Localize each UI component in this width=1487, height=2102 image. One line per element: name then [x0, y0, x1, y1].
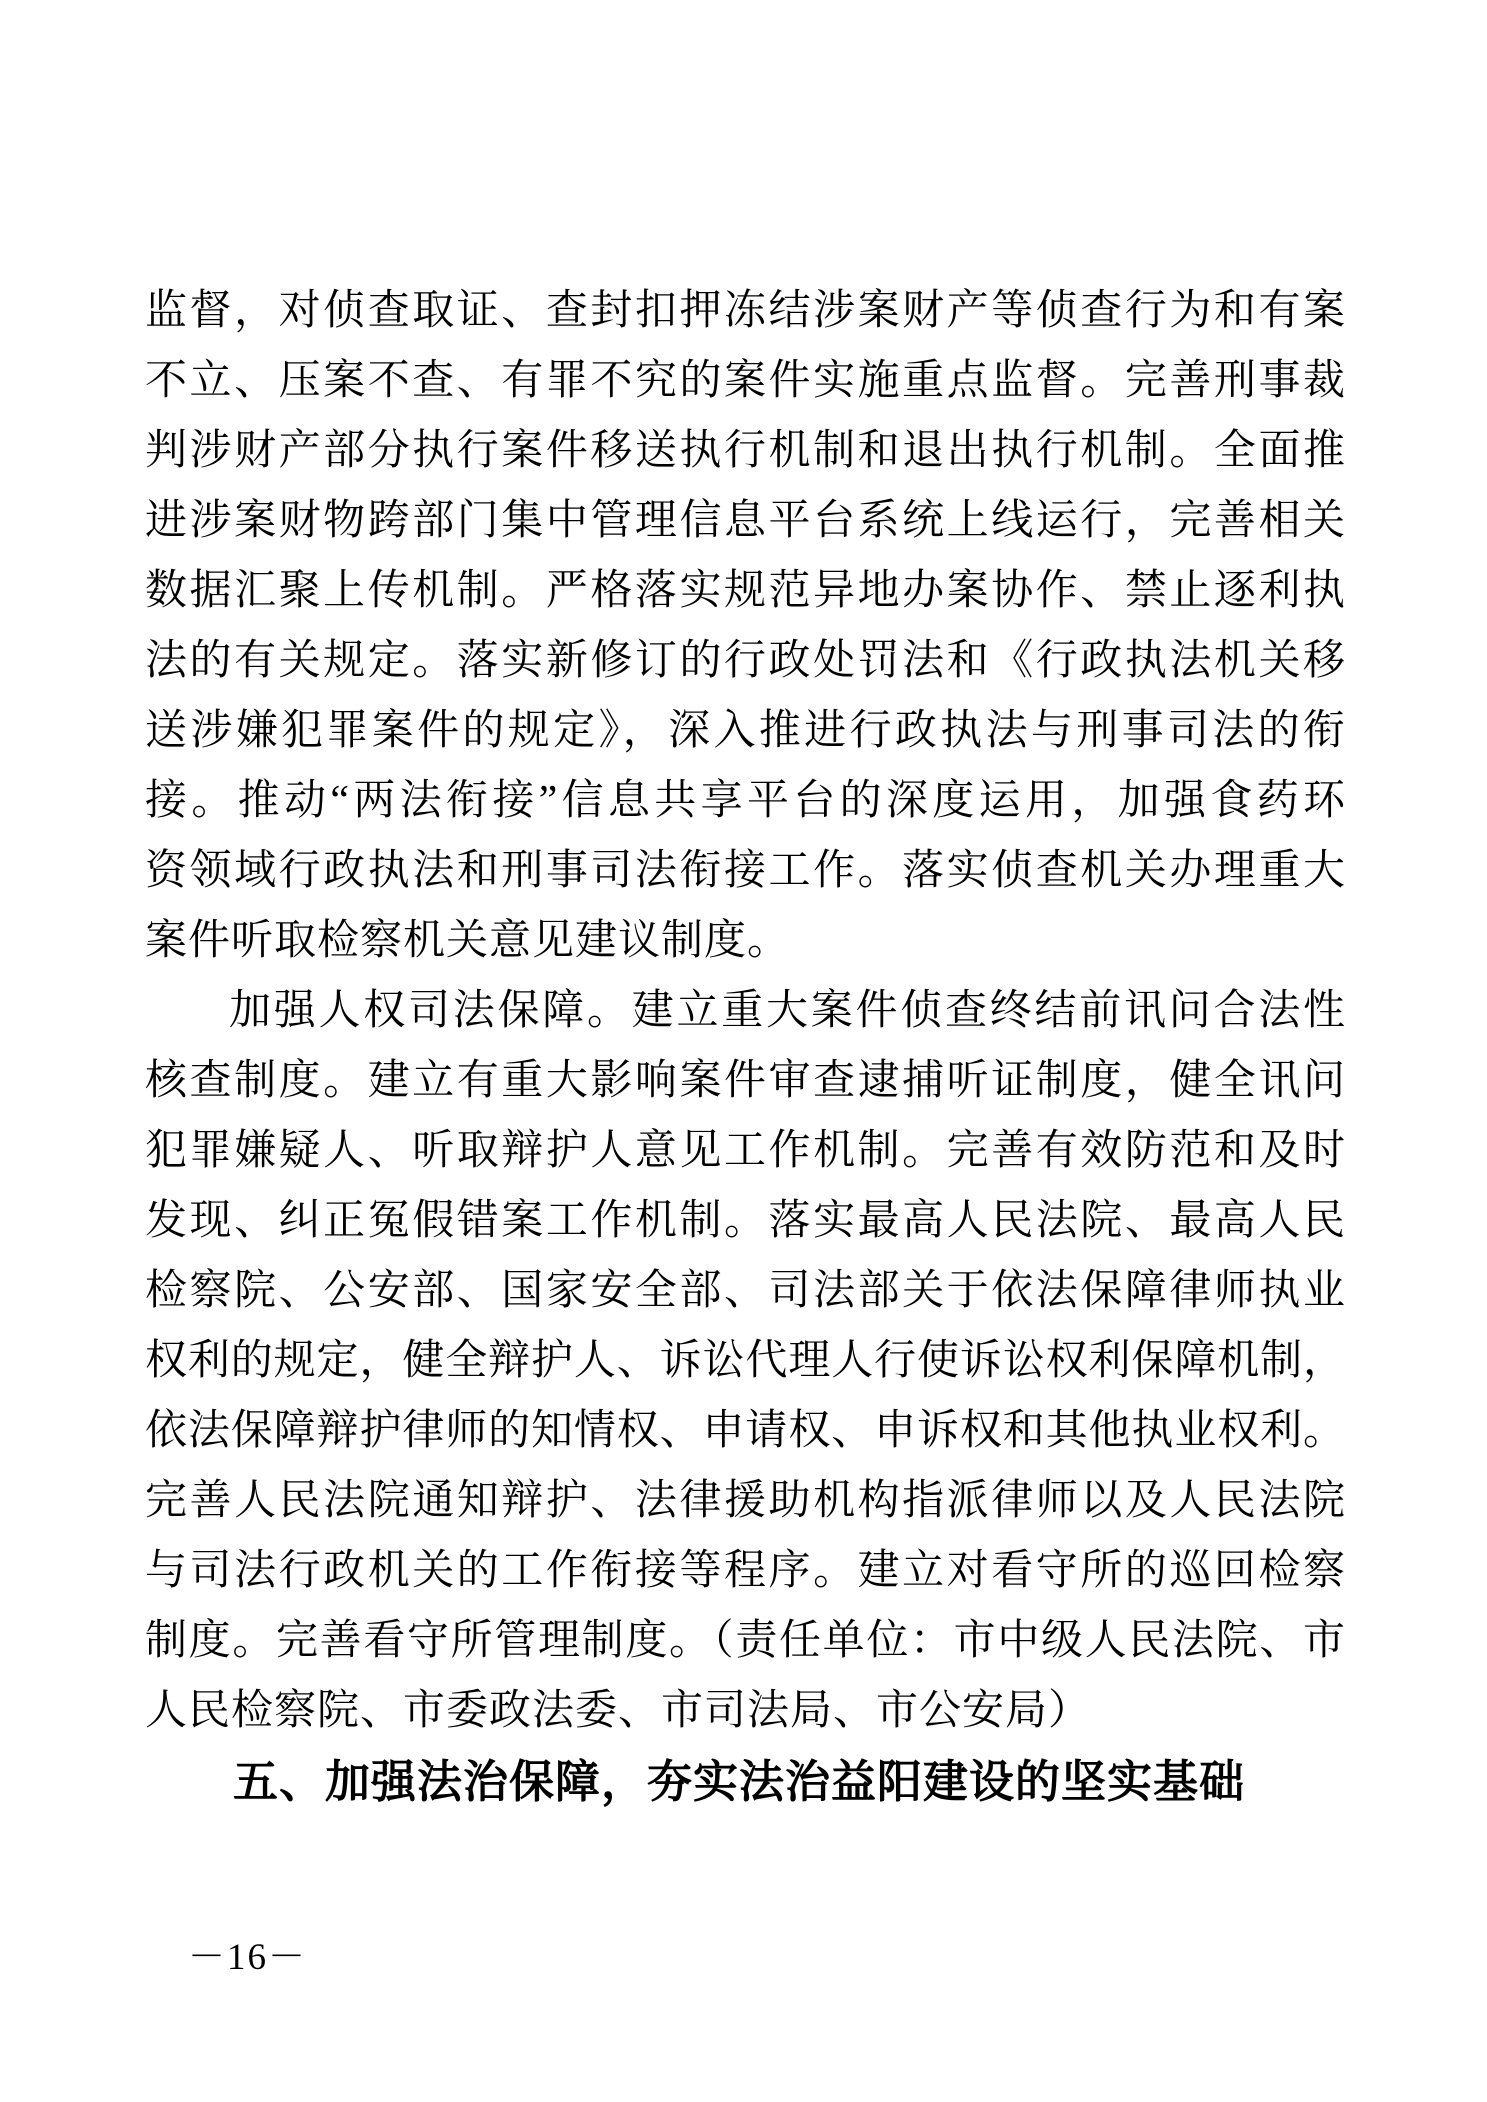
document-line: 与司法行政机关的工作衔接等程序。建立对看守所的巡回检察: [145, 1548, 1345, 1594]
document-line: 发现、纠正冤假错案工作机制。落实最高人民法院、最高人民: [145, 1198, 1345, 1244]
document-line: 案件听取检察机关意见建议制度。: [145, 918, 791, 964]
document-line: 犯罪嫌疑人、听取辩护人意见工作机制。完善有效防范和及时: [145, 1128, 1345, 1174]
document-line: 数据汇聚上传机制。严格落实规范异地办案协作、禁止逐利执: [145, 568, 1345, 614]
document-line: 法的有关规定。落实新修订的行政处罚法和《行政执法机关移: [145, 638, 1345, 684]
section-heading: 五、加强法治保障，夯实法治益阳建设的坚实基础: [233, 1756, 1246, 1807]
document-line: 加强人权司法保障。建立重大案件侦查终结前讯问合法性: [229, 988, 1345, 1034]
document-line: 接。推动“两法衔接”信息共享平台的深度运用，加强食药环: [145, 778, 1345, 824]
paragraphs-container: [145, 276, 1345, 1746]
document-line: 制度。完善看守所管理制度。（责任单位：市中级人民法院、市: [145, 1618, 1345, 1664]
document-line: 权利的规定，健全辩护人、诉讼代理人行使诉讼权利保障机制，: [145, 1338, 1345, 1384]
document-line: 不立、压案不查、有罪不究的案件实施重点监督。完善刑事裁: [145, 358, 1345, 404]
document-line: 依法保障辩护律师的知情权、申请权、申诉权和其他执业权利。: [145, 1408, 1345, 1454]
document-line: 资领域行政执法和刑事司法衔接工作。落实侦查机关办理重大: [145, 848, 1345, 894]
document-line: 判涉财产部分执行案件移送执行机制和退出执行机制。全面推: [145, 428, 1345, 474]
document-line: 监督，对侦查取证、查封扣押冻结涉案财产等侦查行为和有案: [145, 288, 1345, 334]
page-number: －16－: [188, 1937, 307, 1978]
document-line: 核查制度。建立有重大影响案件审查逮捕听证制度，健全讯问: [145, 1058, 1345, 1104]
document-line: 进涉案财物跨部门集中管理信息平台系统上线运行，完善相关: [145, 498, 1345, 544]
document-line: 送涉嫌犯罪案件的规定》，深入推进行政执法与刑事司法的衔: [145, 708, 1345, 754]
document-line: 完善人民法院通知辩护、法律援助机构指派律师以及人民法院: [145, 1478, 1345, 1524]
document-line: 人民检察院、市委政法委、市司法局、市公安局）: [145, 1688, 1092, 1734]
document-line: 检察院、公安部、国家安全部、司法部关于依法保障律师执业: [145, 1268, 1345, 1314]
document-text-block: [145, 276, 1345, 1818]
